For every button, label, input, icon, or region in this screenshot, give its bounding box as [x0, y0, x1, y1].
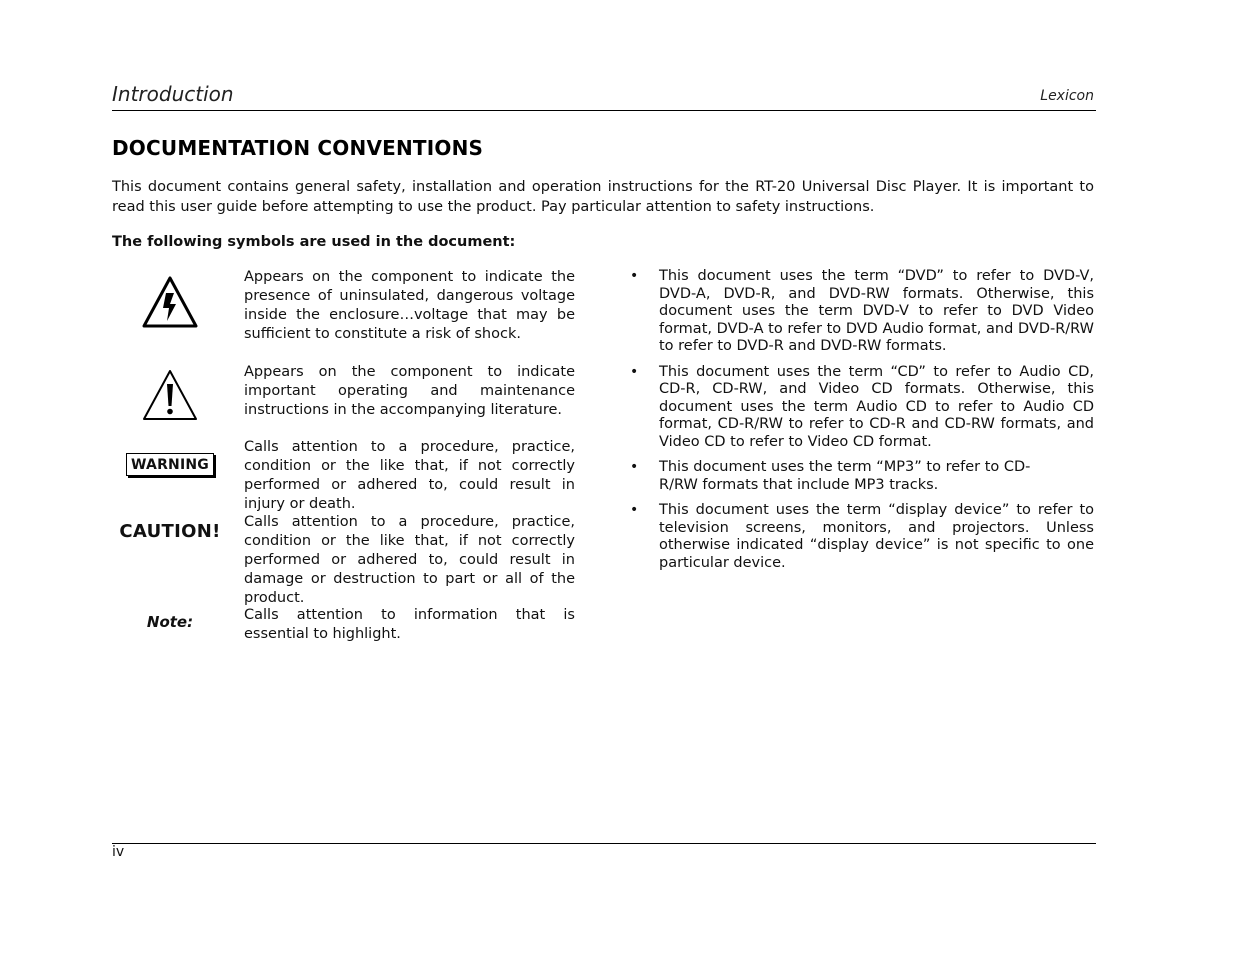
- symbol-description: Calls attention to information that is essential to highlight.: [244, 607, 575, 642]
- note-label: Note:: [146, 613, 194, 631]
- caution-label-container: [112, 501, 228, 561]
- caution-label: CAUTION!: [119, 520, 221, 542]
- list-item-text: This document uses the term “display device” to refer to television screens, monitors, and projectors. Unless otherwise indicated “display device” is not specific to one particular device.: [659, 502, 1094, 571]
- list-item-text: This document uses the term “DVD” to refer to DVD-V, DVD-A, DVD-R, and DVD-RW formats. Otherwise, this document uses the term DVD-V to refer to DVD Video format, DVD-A to refer to DVD Audio format, and DVD-R/RW to refer to DVD-R and DVD-RW formats.: [659, 268, 1094, 354]
- exclamation-warning-icon: [112, 365, 228, 425]
- symbol-row-warning: [112, 438, 576, 512]
- list-item: [630, 502, 1094, 572]
- footer-rule: [112, 843, 1096, 844]
- intro-paragraph: This document contains general safety, installation and operation instructions for the RT-20 Universal Disc Player. It is important to read this user guide before attempting to use the product. Pay particular attention to safety instructions.: [112, 179, 1094, 215]
- list-item: [630, 459, 1094, 494]
- list-item-text: This document uses the term “CD” to refer to Audio CD, CD-R, CD-RW, and Video CD formats. Otherwise, this document uses the term Audio CD to refer to Audio CD format, CD-R/RW to refer to CD-R and CD-RW formats, and Video CD to refer to Video CD format.: [659, 363, 1094, 450]
- page-number: iv: [112, 844, 125, 860]
- page-header: [112, 80, 1096, 111]
- symbol-description: Calls attention to a procedure, practice, condition or the like that, if not correctly performed or adhered to, could result in damage or destruction to part or all of the product.: [244, 514, 575, 606]
- note-label-container: [112, 592, 228, 652]
- section-title: DOCUMENTATION CONVENTIONS: [112, 136, 484, 160]
- format-terms-list: [630, 268, 1094, 580]
- header-brand: Lexicon: [1040, 88, 1094, 104]
- header-title: Introduction: [112, 82, 234, 106]
- list-item: [630, 364, 1094, 452]
- list-item: [630, 268, 1094, 356]
- bullet-icon: •: [630, 363, 639, 380]
- symbol-description: Appears on the component to indicate the presence of uninsulated, dangerous voltage inside the enclosure…voltage that may be sufficient to constitute a risk of shock.: [244, 269, 575, 342]
- bullet-icon: •: [630, 268, 639, 284]
- lightning-warning-icon: [112, 272, 228, 332]
- symbol-description: Calls attention to a procedure, practice, condition or the like that, if not correctly performed or adhered to, could result in injury or death.: [244, 439, 575, 512]
- bullet-icon: •: [630, 459, 639, 475]
- bullet-icon: •: [630, 502, 639, 518]
- symbol-row-shock: [112, 268, 576, 348]
- warning-label: WARNING: [126, 453, 214, 476]
- symbols-heading: The following symbols are used in the document:: [112, 234, 516, 250]
- symbol-row-important: [112, 363, 576, 427]
- symbol-row-caution: [112, 513, 576, 606]
- list-item-text: This document uses the term “MP3” to refer to CD-R/RW formats that include MP3 tracks.: [659, 459, 1031, 493]
- warning-label-container: [112, 434, 228, 494]
- symbol-description: Appears on the component to indicate important operating and maintenance instructions in the accompanying literature.: [244, 364, 575, 418]
- symbol-row-note: [112, 606, 576, 650]
